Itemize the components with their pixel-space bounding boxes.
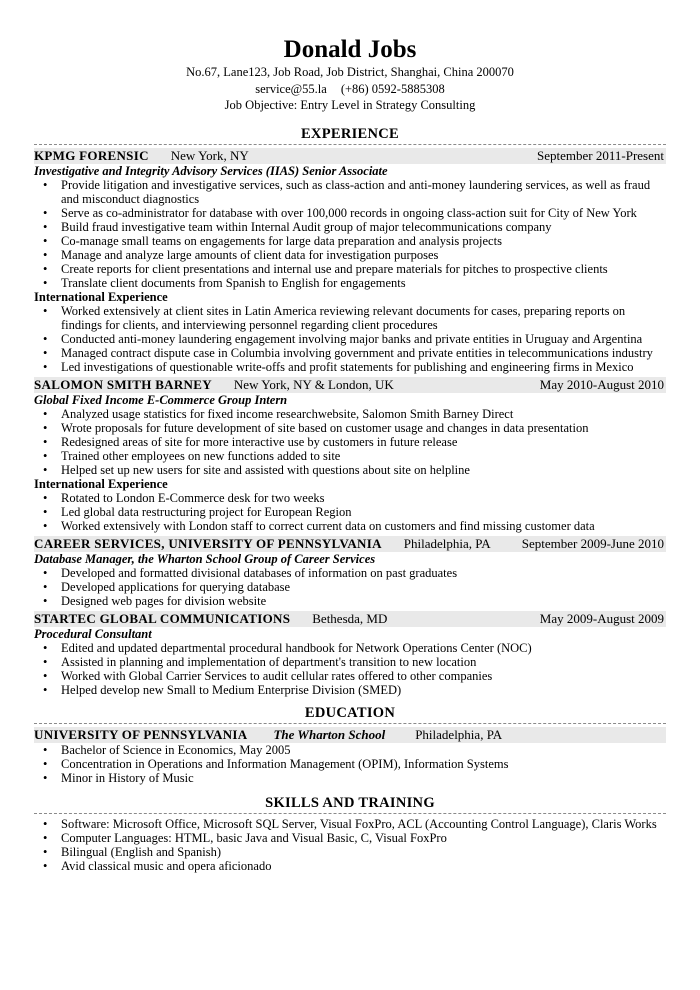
list-item: • Bachelor of Science in Economics, May 2005 xyxy=(43,742,291,757)
company-name: STARTEC GLOBAL COMMUNICATIONS xyxy=(34,610,291,626)
skills-bullets xyxy=(34,817,666,873)
list-item: • Rotated to London E-Commerce desk for two weeks xyxy=(43,490,325,505)
list-item: • Concentration in Operations and Information Management (OPIM), Information Systems xyxy=(43,756,509,771)
skills-section-header xyxy=(34,795,666,814)
skills-title: SKILLS AND TRAINING xyxy=(265,794,435,811)
job-dates: September 2009-June 2010 xyxy=(521,535,664,551)
list-item: • Analyzed usage statistics for fixed income researchwebsite, Salomon Smith Barney Direct xyxy=(43,406,514,421)
job-entry xyxy=(34,536,666,608)
job-objective: Job Objective: Entry Level in Strategy Consulting xyxy=(224,98,476,112)
school-location: Philadelphia, PA xyxy=(415,726,503,742)
list-item: • Co-manage small teams on engagements for large data preparation and analysis projects xyxy=(43,233,502,248)
job-bullets xyxy=(34,407,666,477)
job-entry xyxy=(34,611,666,697)
email-text: service@55.la xyxy=(255,81,327,96)
job-bullets xyxy=(34,566,666,608)
list-item: • Manage and analyze large amounts of client data for investigation purposes xyxy=(43,247,439,262)
job-header-bar xyxy=(34,536,666,552)
company-name: KPMG FORENSIC xyxy=(34,147,149,163)
resume-page xyxy=(34,36,666,873)
school-name: UNIVERSITY OF PENNSYLVANIA xyxy=(34,726,248,742)
list-item: • Assisted in planning and implementation of department's transition to new location xyxy=(43,654,477,669)
experience-section-header xyxy=(34,126,666,145)
education-bar xyxy=(34,727,666,743)
job-bullets xyxy=(34,178,666,290)
job-header-bar xyxy=(34,377,666,393)
education-bullets xyxy=(34,743,666,785)
list-item: • Developed and formatted divisional databases of information on past graduates xyxy=(43,565,458,580)
education-title: EDUCATION xyxy=(304,704,396,721)
list-item: • Provide litigation and investigative services, such as class-action and anti-money laundering services, as well as fraud and misconduct diagnostics xyxy=(43,177,651,206)
list-item: • Designed web pages for division website xyxy=(43,593,267,608)
list-item: • Minor in History of Music xyxy=(43,770,194,785)
job-role: Investigative and Integrity Advisory Services (IIAS) Senior Associate xyxy=(34,163,388,178)
job-sub-bullets xyxy=(34,304,666,374)
section-divider xyxy=(34,144,666,145)
job-role: Procedural Consultant xyxy=(34,626,152,641)
job-header-bar xyxy=(34,148,666,164)
list-item: • Create reports for client presentations and internal use and prepare materials for pitches to prospective clients xyxy=(43,261,608,276)
job-location: New York, NY & London, UK xyxy=(233,376,394,392)
list-item: • Edited and updated departmental procedural handbook for Network Operations Center (NOC) xyxy=(43,640,532,655)
job-location: Bethesda, MD xyxy=(312,610,388,626)
list-item: • Worked with Global Carrier Services to audit cellular rates offered to other companies xyxy=(43,668,493,683)
job-dates: September 2011-Present xyxy=(537,147,664,163)
education-section-header xyxy=(34,705,666,724)
college-name: The Wharton School xyxy=(273,726,386,742)
list-item: • Worked extensively with London staff to correct current data on customers and find missing customer data xyxy=(43,518,595,533)
list-item: • Led investigations of questionable write-offs and profit statements for publishing and engineering firms in Mexico xyxy=(43,359,634,374)
job-location: New York, NY xyxy=(170,147,249,163)
list-item: • Wrote proposals for future development of site based on customer usage and changes in data presentation xyxy=(43,420,589,435)
list-item: • Build fraud investigative team within Internal Audit group of major telecommunications company xyxy=(43,219,552,234)
job-bullets xyxy=(34,641,666,697)
list-item: • Developed applications for querying database xyxy=(43,579,291,594)
list-item: • Helped set up new users for site and assisted with questions about site on helpline xyxy=(43,462,470,477)
job-dates: May 2009-August 2009 xyxy=(539,610,664,626)
candidate-name: Donald Jobs xyxy=(283,36,417,63)
contact-line xyxy=(34,81,666,98)
section-divider xyxy=(34,723,666,724)
list-item: • Led global data restructuring project for European Region xyxy=(43,504,352,519)
list-item: • Trained other employees on new functions added to site xyxy=(43,448,341,463)
experience-title: EXPERIENCE xyxy=(300,125,400,142)
list-item: • Computer Languages: HTML, basic Java and Visual Basic, C, Visual FoxPro xyxy=(43,830,447,845)
job-entry xyxy=(34,377,666,533)
company-name: SALOMON SMITH BARNEY xyxy=(34,376,212,392)
list-item: • Avid classical music and opera aficionado xyxy=(43,858,272,873)
list-item: • Conducted anti-money laundering engagement involving major banks and private entities in Uruguay and Argentina xyxy=(43,331,643,346)
list-item: • Redesigned areas of site for more interactive use by customers in future release xyxy=(43,434,458,449)
list-item: • Bilingual (English and Spanish) xyxy=(43,844,222,859)
job-role: Database Manager, the Wharton School Group of Career Services xyxy=(34,551,376,566)
address-line: No.67, Lane123, Job Road, Job District, Shanghai, China 200070 xyxy=(186,65,514,79)
list-item: • Serve as co-administrator for database with over 100,000 records in ongoing class-action suit for City of New York xyxy=(43,205,637,220)
job-role: Global Fixed Income E-Commerce Group Intern xyxy=(34,392,288,407)
list-item: • Managed contract dispute case in Columbia involving government and private entities in telecommunications industry xyxy=(43,345,653,360)
job-location: Philadelphia, PA xyxy=(403,535,491,551)
list-item: • Software: Microsoft Office, Microsoft SQL Server, Visual FoxPro, ACL (Accounting Control Language), Claris Works xyxy=(43,816,657,831)
phone-text: (+86) 0592-5885308 xyxy=(340,81,445,96)
job-header-bar xyxy=(34,611,666,627)
list-item: • Translate client documents from Spanish to English for engagements xyxy=(43,275,406,290)
job-subhead: International Experience xyxy=(34,476,168,491)
job-subhead: International Experience xyxy=(34,289,168,304)
experience-list xyxy=(34,148,666,697)
list-item: • Helped develop new Small to Medium Enterprise Division (SMED) xyxy=(43,682,402,697)
job-dates: May 2010-August 2010 xyxy=(539,376,664,392)
company-name: CAREER SERVICES, UNIVERSITY OF PENNSYLVANIA xyxy=(34,535,382,551)
job-sub-bullets xyxy=(34,491,666,533)
job-entry xyxy=(34,148,666,374)
list-item: • Worked extensively at client sites in Latin America reviewing relevant documents for cases, preparing reports on findings for clients, and interviewing personnel regarding client procedures xyxy=(43,303,626,332)
section-divider xyxy=(34,813,666,814)
